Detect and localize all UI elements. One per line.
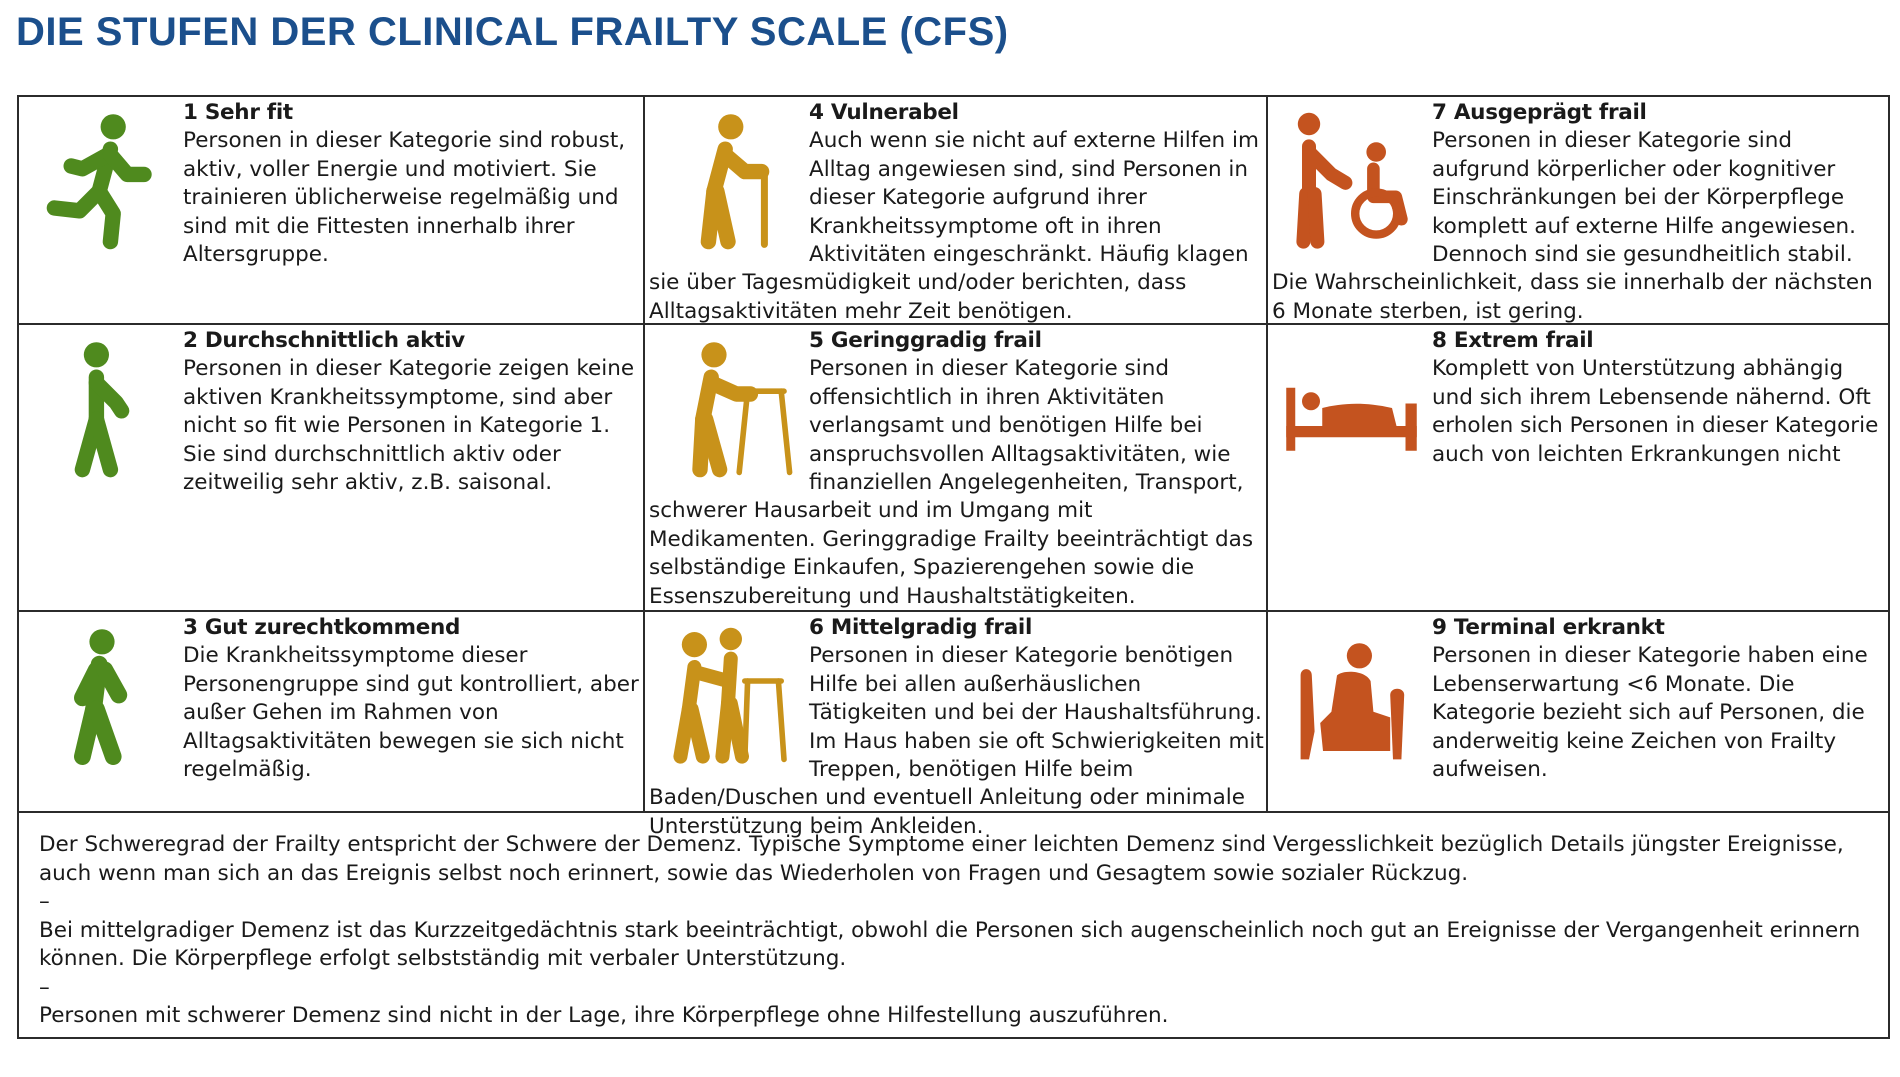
category-heading: 2 Durchschnittlich aktiv [183, 328, 465, 353]
category-cell-9 [1268, 612, 1888, 813]
page-title: DIE STUFEN DER CLINICAL FRAILTY SCALE (CFS) [16, 10, 1009, 54]
dementia-notes [19, 813, 1888, 1037]
category-cell-7 [1268, 97, 1888, 325]
cfs-table [17, 95, 1890, 1039]
category-heading: 9 Terminal erkrankt [1432, 615, 1665, 640]
walking-person-icon [27, 333, 177, 483]
category-cell-1 [19, 97, 645, 325]
notes-paragraph-severe: Personen mit schwerer Demenz sind nicht in der Lage, ihre Körperpflege ohne Hilfestellung auszuführen. [39, 1003, 1169, 1028]
category-cell-3 [19, 612, 645, 813]
notes-separator: – [39, 974, 50, 1000]
category-heading: 3 Gut zurechtkommend [183, 615, 461, 640]
category-description: Personen in dieser Kategorie sind aufgrund körperlicher oder kognitiver Einschränkungen bei der Körperpflege komplett auf externe Hilfe angewiesen. Dennoch sind sie gesundheitlich stabil. Die Wahrscheinlichkeit, dass sie innerhalb der nächsten 6 Monate sterben, ist gering. [1272, 128, 1873, 324]
person-with-walker-icon [653, 333, 803, 483]
category-heading: 8 Extrem frail [1432, 328, 1594, 353]
category-heading: 7 Ausgeprägt frail [1432, 100, 1647, 125]
category-heading: 1 Sehr fit [183, 100, 293, 125]
category-cell-5 [645, 325, 1268, 612]
category-heading: 5 Geringgradig frail [809, 328, 1042, 353]
category-heading: 4 Vulnerabel [809, 100, 959, 125]
category-description: Personen in dieser Kategorie zeigen keine aktiven Krankheitssymptome, sind aber nicht so fit wie Personen in Kategorie 1. Sie sind durchschnittlich aktiv oder zeitweilig sehr aktiv, z.B. saisonal. [183, 356, 635, 496]
wheelchair-with-helper-icon [1276, 105, 1426, 255]
category-description: Personen in dieser Kategorie sind offensichtlich in ihren Aktivitäten verlangsamt und benötigen Hilfe bei anspruchsvollen Alltagsaktivitäten, wie finanziellen Angelegenheiten, Transport, schwerer Hausarbeit und im Umgang mit Medikamenten. Geringgradige Frailty beeinträchtigt das selbständige Einkaufen, Spazierengehen sowie die Essenszubereitung und Haushaltstätigkeiten. [649, 356, 1254, 609]
standing-person-icon [27, 620, 177, 770]
running-person-icon [27, 105, 177, 255]
category-cell-8 [1268, 325, 1888, 612]
category-description: Die Krankheitssymptome dieser Personengruppe sind gut kontrolliert, aber außer Gehen im Rahmen von Alltagsaktivitäten bewegen sie sich nicht regelmäßig. [183, 643, 639, 783]
category-grid [19, 97, 1888, 839]
category-cell-4 [645, 97, 1268, 325]
person-in-bed-icon [1276, 333, 1426, 483]
person-in-armchair-icon [1276, 620, 1426, 770]
notes-paragraph-mild: Der Schweregrad der Frailty entspricht der Schwere der Demenz. Typische Symptome einer leichten Demenz sind Vergesslichkeit bezüglich Details jüngster Ereignisse, auch wenn man sich an das Ereignis selbst noch erinnert, sowie das Wiederholen von Fragen und Gesagtem sowie sozialer Rückzug. [39, 832, 1844, 886]
category-description: Personen in dieser Kategorie sind robust, aktiv, voller Energie und motiviert. Sie trainieren üblicherweise regelmäßig und sind mit die Fittesten innerhalb ihrer Altersgruppe. [183, 128, 626, 268]
category-description: Personen in dieser Kategorie haben eine Lebenserwartung <6 Monate. Die Kategorie bezieht sich auf Personen, die anderweitig keine Zeichen von Frailty aufweisen. [1432, 643, 1868, 783]
category-heading: 6 Mittelgradig frail [809, 615, 1033, 640]
category-cell-6 [645, 612, 1268, 839]
category-description: Auch wenn sie nicht auf externe Hilfen im Alltag angewiesen sind, sind Personen in dieser Kategorie aufgrund ihrer Krankheitssymptome oft in ihren Aktivitäten eingeschränkt. Häufig klagen sie über Tagesmüdigkeit und/oder berichten, dass Alltagsaktivitäten mehr Zeit benötigen. [649, 128, 1259, 324]
notes-paragraph-moderate: Bei mittelgradiger Demenz ist das Kurzzeitgedächtnis stark beeinträchtigt, obwohl die Personen sich augenscheinlich noch gut an Ereignisse der Vergangenheit erinnern können. Die Körperpflege erfolgt selbstständig mit verbaler Unterstützung. [39, 917, 1861, 971]
person-with-cane-icon [653, 105, 803, 255]
notes-separator: – [39, 889, 50, 914]
category-description: Komplett von Unterstützung abhängig und sich ihrem Lebensende nähernd. Oft erholen sich Personen in dieser Kategorie auch von leichten Erkrankungen nicht [1432, 356, 1879, 467]
category-description: Personen in dieser Kategorie benötigen Hilfe bei allen außerhäuslichen Tätigkeiten und bei der Haushaltsführung. Im Haus haben sie oft Schwierigkeiten mit Treppen, benötigen Hilfe beim Baden/Duschen und eventuell Anleitung oder minimale Unterstützung beim Ankleiden. [649, 643, 1264, 839]
assisted-walking-icon [653, 620, 803, 770]
category-cell-2 [19, 325, 645, 612]
